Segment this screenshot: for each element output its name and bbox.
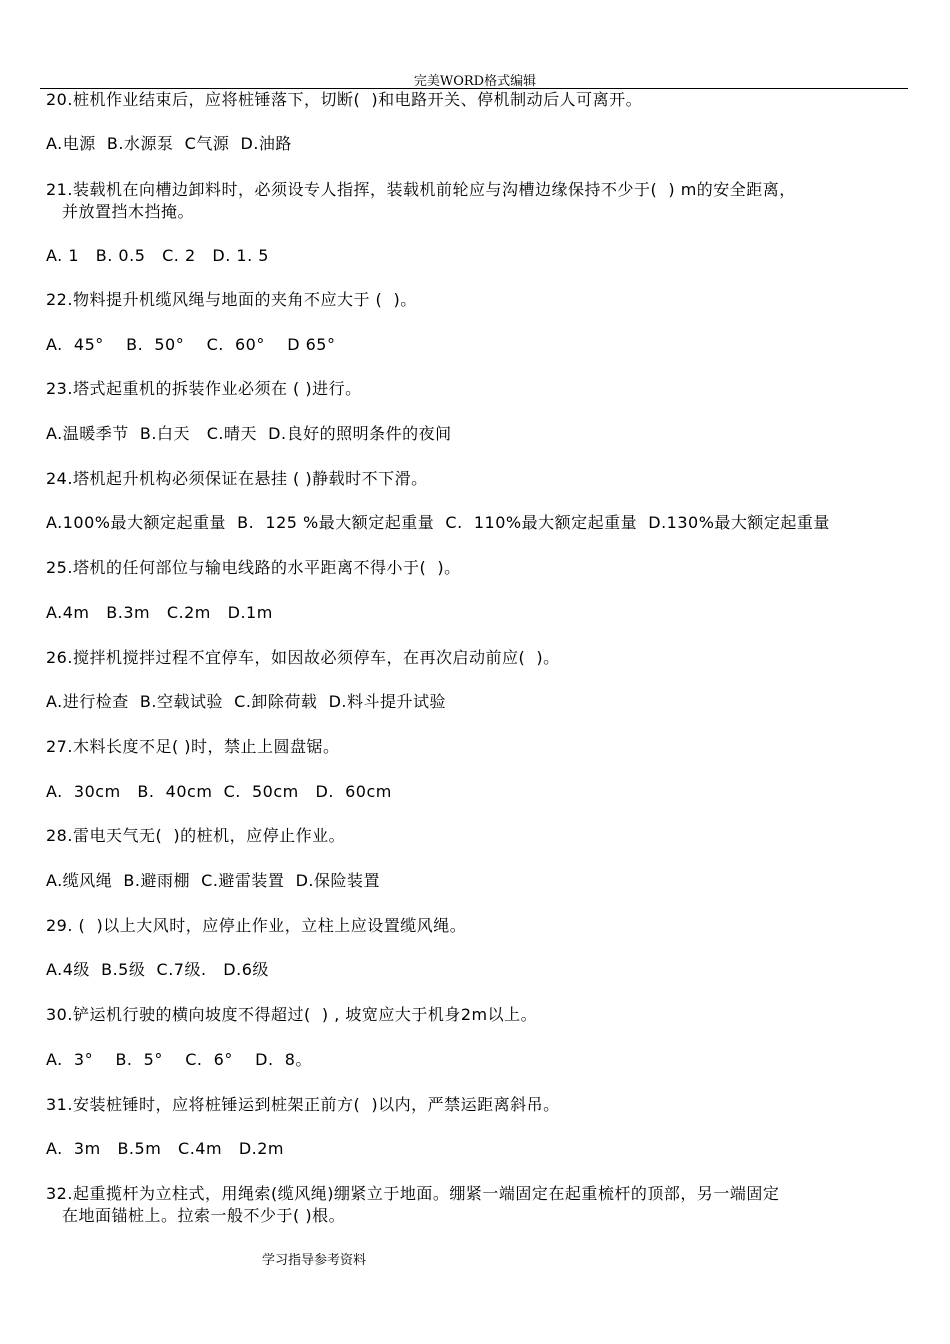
question-22: 22.物料提升机缆风绳与地面的夹角不应大于 ( )。 <box>46 290 417 309</box>
question-23: 23.塔式起重机的拆装作业必须在 ( )进行。 <box>46 379 362 398</box>
question-25: 25.塔机的任何部位与输电线路的水平距离不得小于( )。 <box>46 558 461 577</box>
question-27: 27.木料长度不足( )时，禁止上圆盘锯。 <box>46 737 340 756</box>
page-footer: 学习指导参考资料 <box>262 1253 367 1268</box>
options-27: A. 30cm B. 40cm C. 50cm D. 60cm <box>46 782 392 801</box>
options-24: A.100%最大额定起重量 B. 125 %最大额定起重量 C. 110%最大额定起重量 D.130%最大额定起重量 <box>46 513 830 532</box>
options-29: A.4级 B.5级 C.7级. D.6级 <box>46 960 269 979</box>
question-32-cont: 在地面锚桩上。拉索一般不少于( )根。 <box>62 1206 346 1225</box>
question-21: 21.装载机在向槽边卸料时，必须设专人指挥，装载机前轮应与沟槽边缘保持不少于( ) m的安全距离， <box>46 180 796 199</box>
options-26: A.进行检查 B.空载试验 C.卸除荷载 D.料斗提升试验 <box>46 692 446 711</box>
question-31: 31.安装桩锤时，应将桩锤运到桩架正前方( )以内，严禁运距离斜吊。 <box>46 1095 560 1114</box>
question-28: 28.雷电天气无( )的桩机，应停止作业。 <box>46 826 346 845</box>
page-header: 完美WORD格式编辑 <box>413 74 537 89</box>
options-20: A.电源 B.水源泵 C气源 D.油路 <box>46 134 292 153</box>
header-rule <box>40 88 908 89</box>
question-26: 26.搅拌机搅拌过程不宜停车，如因故必须停车，在再次启动前应( )。 <box>46 648 560 667</box>
options-30: A. 3° B. 5° C. 6° D. 8。 <box>46 1050 312 1069</box>
question-24: 24.塔机起升机构必须保证在悬挂 ( )静载时不下滑。 <box>46 469 428 488</box>
options-28: A.缆风绳 B.避雨棚 C.避雷装置 D.保险装置 <box>46 871 380 890</box>
question-30: 30.铲运机行驶的横向坡度不得超过( ) , 坡宽应大于机身2m以上。 <box>46 1005 538 1024</box>
options-31: A. 3m B.5m C.4m D.2m <box>46 1139 284 1158</box>
options-23: A.温暖季节 B.白天 C.晴天 D.良好的照明条件的夜间 <box>46 424 452 443</box>
options-21: A. 1 B. 0.5 C. 2 D. 1. 5 <box>46 246 269 265</box>
options-25: A.4m B.3m C.2m D.1m <box>46 603 273 622</box>
question-32: 32.起重揽杆为立柱式，用绳索(缆风绳)绷紧立于地面。绷紧一端固定在起重梳杆的顶部，另一端固定 <box>46 1184 780 1203</box>
options-22: A. 45° B. 50° C. 60° D 65° <box>46 335 336 354</box>
question-29: 29. ( )以上大风时，应停止作业，立柱上应设置缆风绳。 <box>46 916 467 935</box>
question-21-cont: 并放置挡木挡掩。 <box>62 202 195 221</box>
question-20: 20.桩机作业结束后，应将桩锤落下，切断( )和电路开关、停机制动后人可离开。 <box>46 90 643 109</box>
